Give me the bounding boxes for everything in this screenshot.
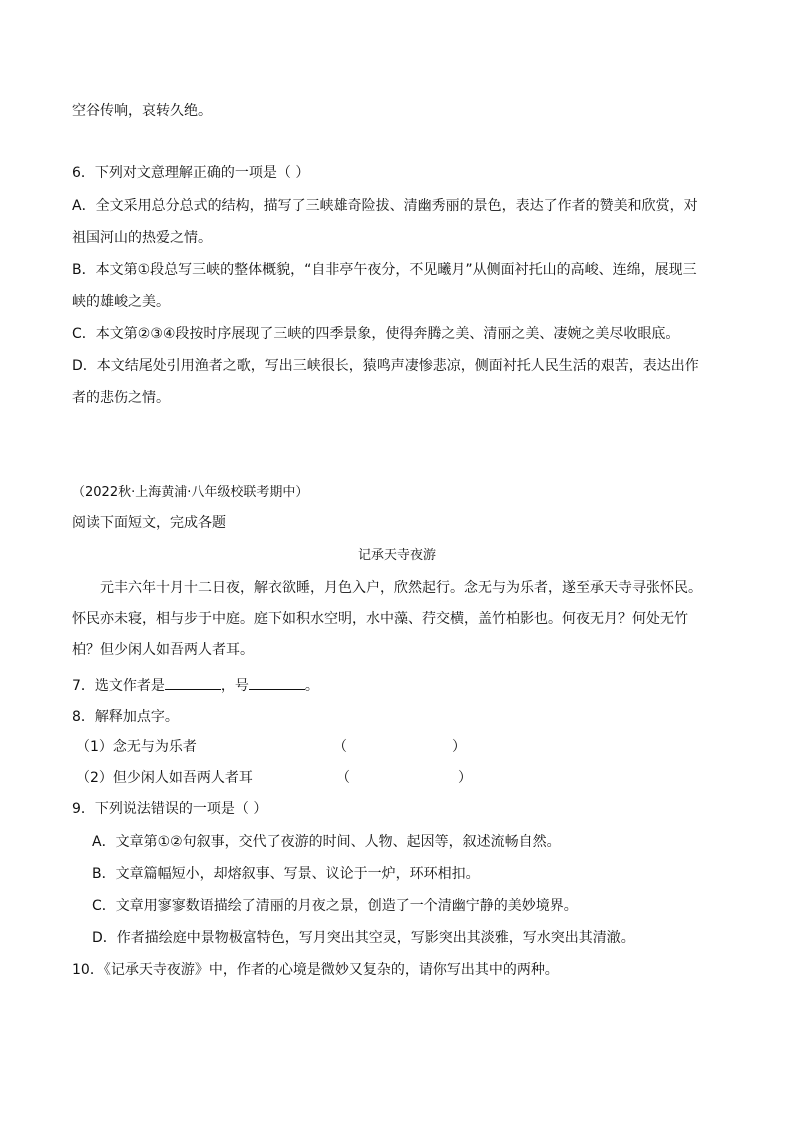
passage-title: 记承天寺夜游 (357, 548, 436, 563)
q8-item-2-paren-open[interactable]: （ (336, 770, 350, 786)
q8-item-2: （2）但少闲人如吾两人者耳 (76, 770, 253, 786)
q6-option-b-line1: B．本文第①段总写三峡的整体概貌，“自非亭午夜分，不见曦月”从侧面衬托山的高峻、连绵，展现三 (72, 262, 697, 278)
q9-option-c: C．文章用寥寥数语描绘了清丽的月夜之景，创造了一个清幽宁静的美妙境界。 (92, 898, 578, 914)
q6-option-d-line1: D．本文结尾处引用渔者之歌，写出三峡很长，猿鸣声凄惨悲凉，侧面衬托人民生活的艰苦，表达出作 (72, 358, 699, 374)
q7-alias-blank[interactable] (249, 675, 305, 690)
q7 (72, 675, 319, 696)
q7-middle: ，号 (220, 678, 249, 694)
q8-item-1-paren-open[interactable]: （ (333, 739, 347, 755)
q10-stem: 10．《记承天寺夜游》中，作者的心境是微妙又复杂的，请你写出其中的两种。 (72, 962, 559, 978)
section-source: （2022秋·上海黄浦·八年级校联考期中） (72, 485, 309, 500)
q8-item-1: （1）念无与为乐者 (76, 739, 197, 755)
q6-option-b-line2: 峡的雄峻之美。 (72, 294, 170, 310)
q7-prefix: 7．选文作者是 (72, 678, 165, 694)
q8-stem: 8．解释加点字。 (72, 709, 179, 725)
passage-line-3: 柏？但少闲人如吾两人者耳。 (72, 642, 254, 658)
q7-suffix: 。 (304, 678, 319, 694)
q8-item-2-paren-close: ） (458, 770, 472, 786)
q8-item-1-paren-close: ） (452, 739, 466, 755)
q6-stem: 6．下列对文意理解正确的一项是（ ） (72, 165, 310, 181)
section-instruction: 阅读下面短文，完成各题 (72, 515, 226, 531)
q6-option-d-line2: 者的悲伤之情。 (72, 390, 170, 406)
q9-option-a: A．文章第①②句叙事，交代了夜游的时间、人物、起因等，叙述流畅自然。 (92, 834, 561, 850)
q6-option-c: C．本文第②③④段按时序展现了三峡的四季景象，使得奔腾之美、清丽之美、凄婉之美尽收眼底。 (72, 326, 680, 342)
passage-tail: 空谷传响，哀转久绝。 (72, 103, 212, 119)
passage-line-1: 元丰六年十月十二日夜，解衣欲睡，月色入户，欣然起行。念无与为乐者，遂至承天寺寻张怀民。 (100, 580, 702, 596)
q9-stem: 9．下列说法错误的一项是（ ） (72, 801, 268, 817)
q6-option-a-line2: 祖国河山的热爱之情。 (72, 230, 212, 246)
passage-line-2: 怀民亦未寝，相与步于中庭。庭下如积水空明，水中藻、荇交横，盖竹柏影也。何夜无月？何处无竹 (72, 611, 688, 627)
q7-author-blank[interactable] (165, 675, 221, 690)
q9-option-b: B．文章篇幅短小，却熔叙事、写景、议论于一炉，环环相扣。 (92, 866, 480, 882)
q9-option-d: D．作者描绘庭中景物极富特色，写月突出其空灵，写影突出其淡雅，写水突出其清澈。 (92, 930, 635, 946)
q6-option-a-line1: A．全文采用总分总式的结构，描写了三峡雄奇险拔、清幽秀丽的景色，表达了作者的赞美和欣赏，对 (72, 198, 698, 214)
